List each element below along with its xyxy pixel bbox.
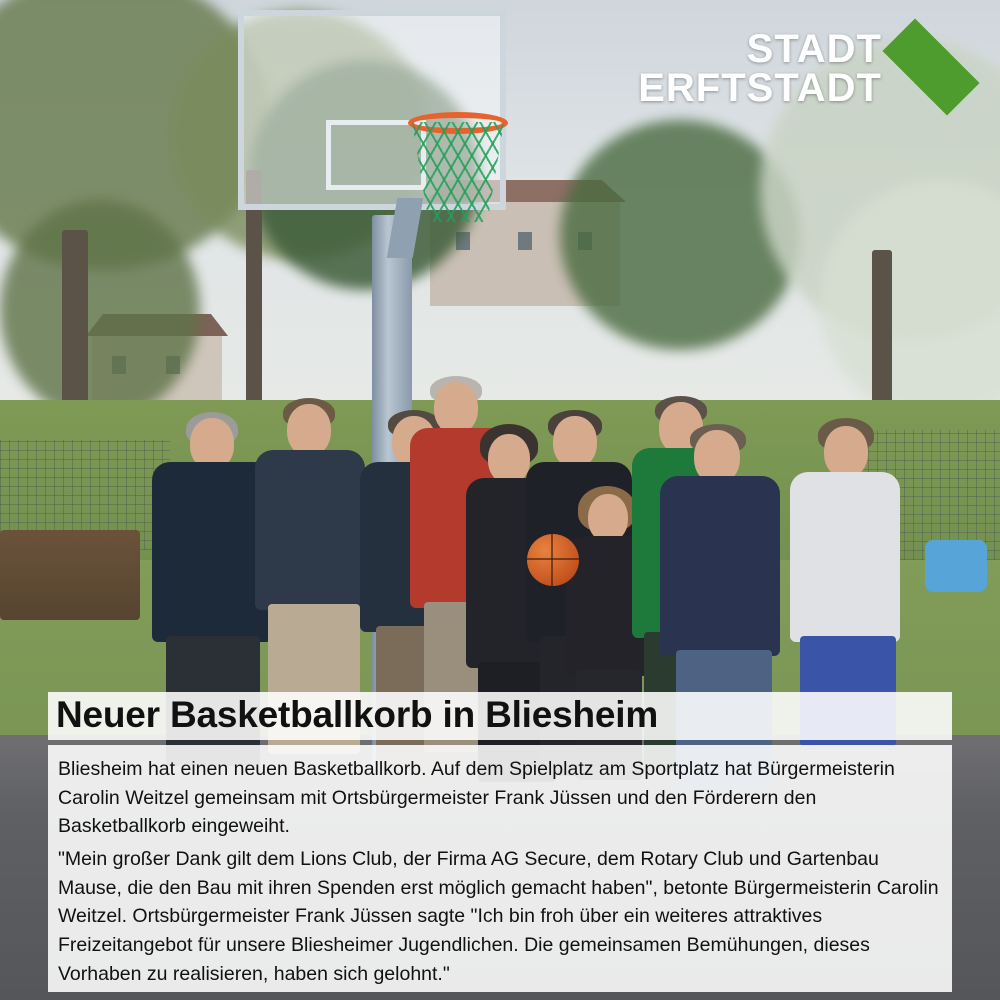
tree-foliage (0, 200, 200, 420)
page-title: Neuer Basketballkorb in Bliesheim (56, 694, 659, 735)
logo-line-2: ERFTSTADT (638, 66, 882, 110)
paragraph-2: "Mein großer Dank gilt dem Lions Club, der Firma AG Secure, dem Rotary Club und Gartenbau Mause, die den Bau mit ihren Spenden erst möglich gemacht haben", betonte Bürgermeisterin Carolin Weitzel. Ortsbürgermeister Frank Jüssen sagte "Ich bin froh über ein weiteres attraktives Freizeitangebot für unsere Bliesheimer Jugendlichen. Die gemeinsamen Bemühungen, dieses Vorhaben zu realisieren, haben sich gelohnt." (58, 847, 939, 985)
park-bench (0, 530, 140, 620)
logo-wordmark (638, 26, 882, 110)
city-logo (638, 26, 978, 112)
article-text (48, 745, 952, 992)
logo-line-1: STADT (746, 26, 882, 71)
paragraph-1: Bliesheim hat einen neuen Basketballkorb. Auf dem Spielplatz am Sportplatz hat Bürgermeisterin Carolin Weitzel gemeinsam mit Ortsbürgermeister Frank Jüssen und den Förderern den Basketballkorb eingeweiht. (58, 758, 895, 838)
double-diamond-icon (892, 26, 978, 112)
headline-band (48, 692, 952, 740)
basketball-icon (527, 534, 579, 586)
blue-bag (925, 540, 987, 592)
